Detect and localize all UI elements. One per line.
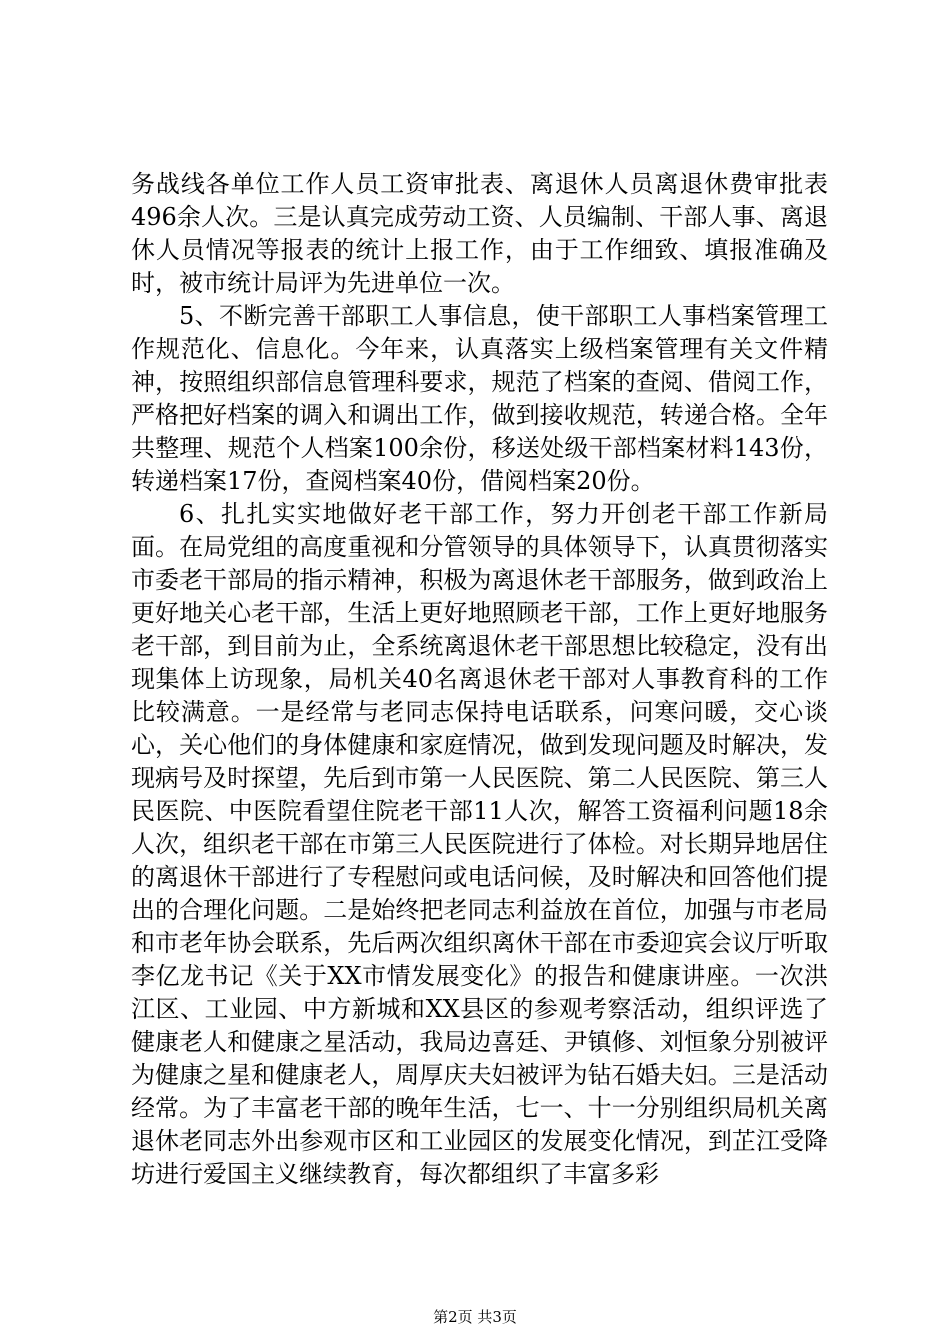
page-number-footer: 第2页 共3页 [433, 1308, 517, 1326]
document-body [131, 168, 828, 1191]
paragraph-2: 5、不断完善干部职工人事信息，使干部职工人事档案管理工作规范化、信息化。今年来，认真落实上级档案管理有关文件精神，按照组织部信息管理科要求，规范了档案的查阅、借阅工作，严格把好档案的调入和调出工作，做到接收规范，转递合格。全年共整理、规范个人档案100余份，移送处级干部档案材料143份，转递档案17份，查阅档案40份，借阅档案20份。 [131, 302, 828, 495]
paragraph-3: 6、扎扎实实地做好老干部工作，努力开创老干部工作新局面。在局党组的高度重视和分管领导的具体领导下，认真贯彻落实市委老干部局的指示精神，积极为离退休老干部服务，做到政治上更好地关心老干部，生活上更好地照顾老干部，工作上更好地服务老干部，到目前为止，全系统离退休老干部思想比较稳定，没有出现集体上访现象，局机关40名离退休老干部对人事教育科的工作比较满意。一是经常与老同志保持电话联系，问寒问暖，交心谈心，关心他们的身体健康和家庭情况，做到发现问题及时解决，发现病号及时探望，先后到市第一人民医院、第二人民医院、第三人民医院、中医院看望住院老干部11人次，解答工资福利问题18余人次，组织老干部在市第三人民医院进行了体检。对长期异地居住的离退休干部进行了专程慰问或电话问候，及时解决和回答他们提出的合理化问题。二是始终把老同志利益放在首位，加强与市老局和市老年协会联系，先后两次组织离休干部在市委迎宾会议厅听取李亿龙书记《关于XX市情发展变化》的报告和健康讲座。一次洪江区、工业园、中方新城和XX县区的参观考察活动，组织评选了健康老人和健康之星活动，我局边喜廷、尹镇修、刘恒象分别被评为健康之星和健康老人，周厚庆夫妇被评为钻石婚夫妇。三是活动经常。为了丰富老干部的晚年生活，七一、十一分别组织局机关离退休老同志外出参观市区和工业园区的发展变化情况，到芷江受降坊进行爱国主义继续教育，每次都组织了丰富多彩 [131, 500, 828, 1188]
paragraph-1: 务战线各单位工作人员工资审批表、离退休人员离退休费审批表496余人次。三是认真完成劳动工资、人员编制、干部人事、离退休人员情况等报表的统计上报工作，由于工作细致、填报准确及时，被市统计局评为先进单位一次。 [131, 170, 828, 297]
